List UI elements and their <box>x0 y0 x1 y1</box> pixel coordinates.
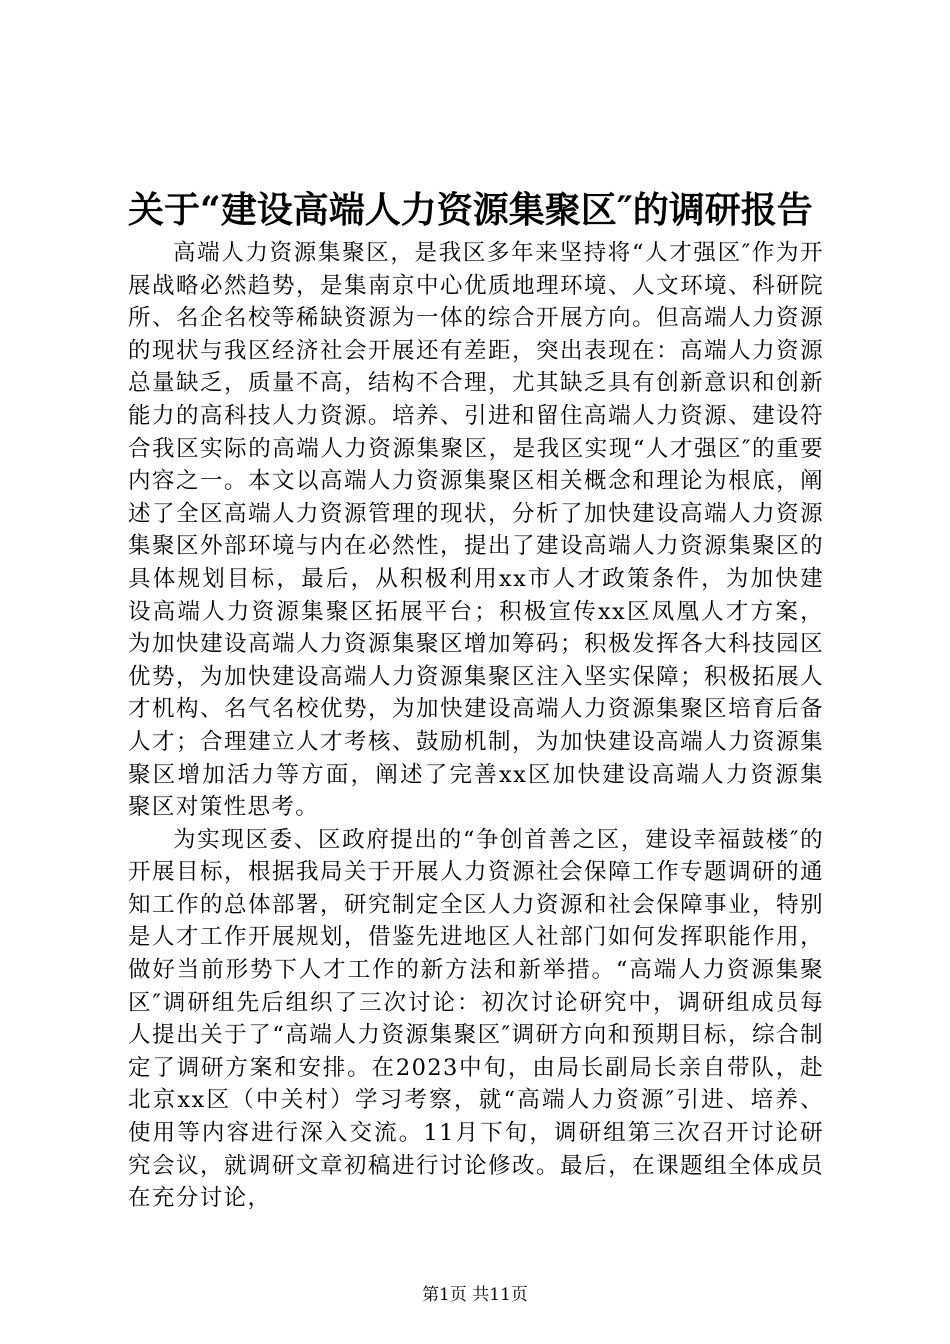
document-body <box>128 237 824 1215</box>
document-title: 关于“建设高端人力资源集聚区″的调研报告 <box>128 189 813 231</box>
page-number-footer: 第1页 共11页 <box>422 1285 528 1305</box>
body-paragraph-2: 为实现区委、区政府提出的“争创首善之区，建设幸福鼓楼″的开展目标，根据我局关于开展人力资源社会保障工作专题调研的通知工作的总体部署，研究制定全区人力资源和社会保障事业，特别是人才工作开展规划，借鉴先进地区人社部门如何发挥职能作用，做好当前形势下人才工作的新方法和新举措。“高端人力资源集聚区″调研组先后组织了三次讨论：初次讨论研究中，调研组成员每人提出关于了“高端人力资源集聚区″调研方向和预期目标，综合制定了调研方案和安排。在2023中旬，由局长副局长亲自带队，赴北京xx区（中关村）学习考察，就“高端人力资源″引进、培养、使用等内容进行深入交流。11月下旬，调研组第三次召开讨论研究会议，就调研文章初稿进行讨论修改。最后，在课题组全体成员在充分讨论， <box>128 826 824 1212</box>
body-paragraph-1: 高端人力资源集聚区，是我区多年来坚持将“人才强区″作为开展战略必然趋势，是集南京中心优质地理环境、人文环境、科研院所、名企名校等稀缺资源为一体的综合开展方向。但高端人力资源的现状与我区经济社会开展还有差距，突出表现在：高端人力资源总量缺乏，质量不高，结构不合理，尤其缺乏具有创新意识和创新能力的高科技人力资源。培养、引进和留住高端人力资源、建设符合我区实际的高端人力资源集聚区，是我区实现“人才强区″的重要内容之一。本文以高端人力资源集聚区相关概念和理论为根底，阐述了全区高端人力资源管理的现状，分析了加快建设高端人力资源集聚区外部环境与内在必然性，提出了建设高端人力资源集聚区的具体规划目标，最后，从积极利用xx市人才政策条件，为加快建设高端人力资源集聚区拓展平台；积极宣传xx区凤凰人才方案，为加快建设高端人力资源集聚区增加筹码；积极发挥各大科技园区优势，为加快建设高端人力资源集聚区注入坚实保障；积极拓展人才机构、名气名校优势，为加快建设高端人力资源集聚区培育后备人才；合理建立人才考核、鼓励机制，为加快建设高端人力资源集聚区增加活力等方面，阐述了完善xx区加快建设高端人力资源集聚区对策性思考。 <box>128 240 824 821</box>
